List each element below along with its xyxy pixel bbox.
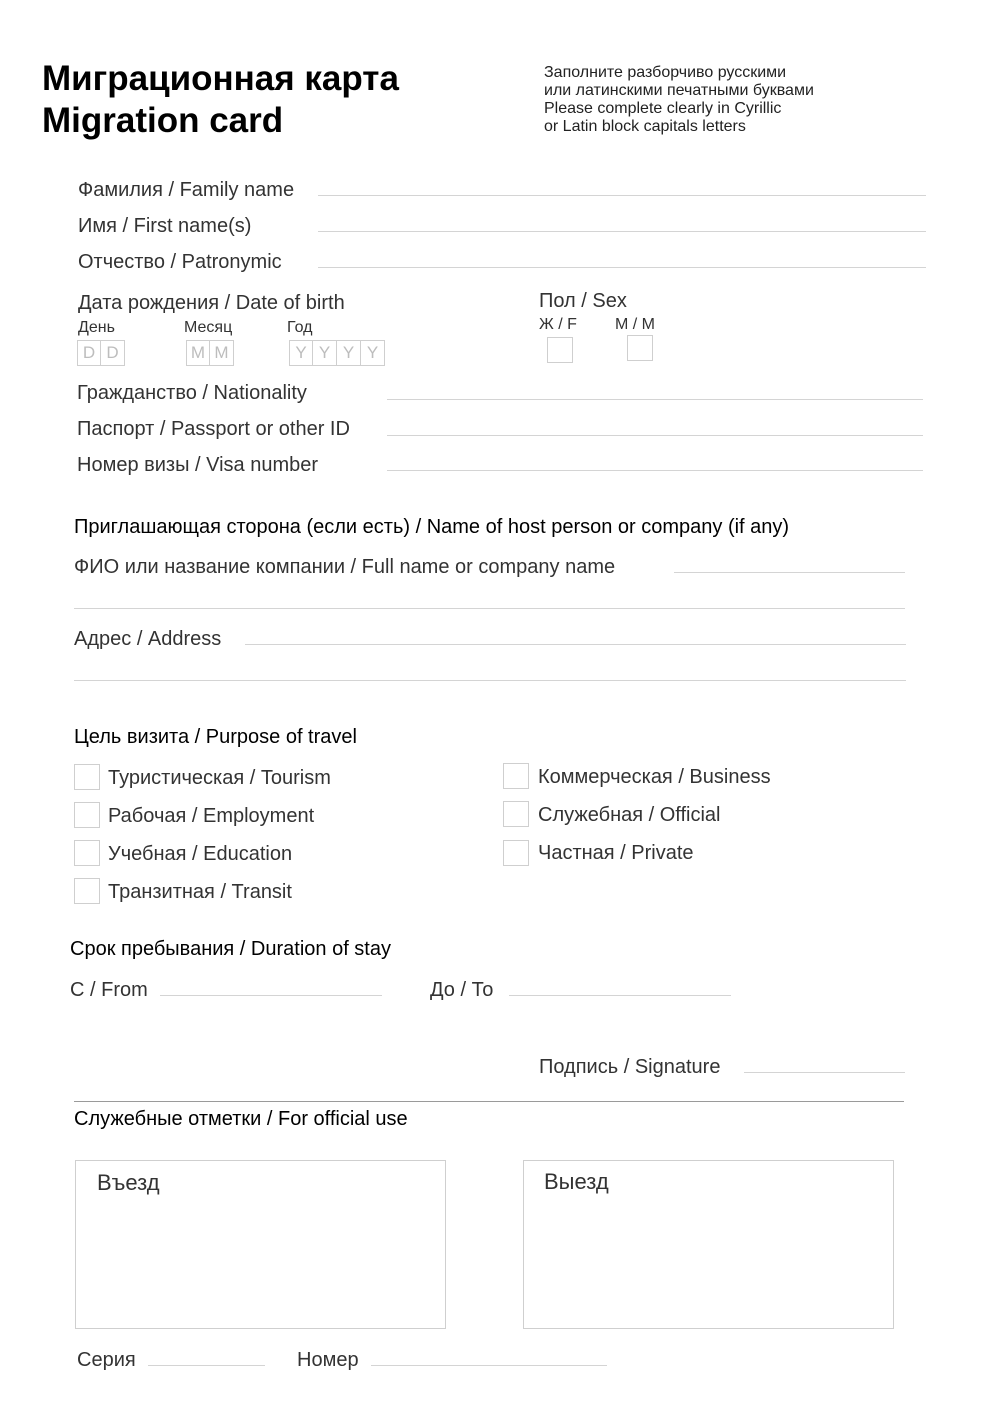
transit-checkbox[interactable] <box>74 878 100 904</box>
host-heading: Приглашающая сторона (если есть) / Name of host person or company (if any) <box>74 516 790 538</box>
stay-to-field[interactable] <box>509 995 731 996</box>
stay-to-label: До / То <box>430 979 494 1001</box>
signature-field[interactable] <box>744 1072 905 1073</box>
dob-year-cell[interactable]: Y <box>337 340 361 366</box>
visa-label: Номер визы / Visa number <box>77 454 319 476</box>
tourism-checkbox[interactable] <box>74 764 100 790</box>
instruction-line: or Latin block capitals letters <box>544 118 746 135</box>
first-name-label: Имя / First name(s) <box>78 215 252 237</box>
page-title-en: Migration card <box>42 101 284 140</box>
sex-label: Пол / Sex <box>539 290 627 312</box>
host-name-label: ФИО или название компании / Full name or company name <box>74 556 616 578</box>
dob-month-cell[interactable]: M <box>210 340 234 366</box>
entry-stamp-box <box>75 1160 446 1329</box>
sex-female-label: Ж / F <box>539 316 577 333</box>
signature-label: Подпись / Signature <box>539 1056 721 1078</box>
business-label: Коммерческая / Business <box>538 766 771 788</box>
dob-year-cell[interactable]: Y <box>289 340 313 366</box>
dob-month-label: Месяц <box>184 319 233 336</box>
family-name-label: Фамилия / Family name <box>78 179 295 201</box>
sex-female-checkbox[interactable] <box>547 337 573 363</box>
official-checkbox[interactable] <box>503 801 529 827</box>
employment-checkbox[interactable] <box>74 802 100 828</box>
employment-label: Рабочая / Employment <box>108 805 315 827</box>
official-label: Служебная / Official <box>538 804 721 826</box>
passport-label: Паспорт / Passport or other ID <box>77 418 350 440</box>
series-label: Серия <box>77 1349 136 1371</box>
dob-year-label: Год <box>287 319 313 336</box>
host-name-field-continued[interactable] <box>74 608 905 609</box>
first-name-field[interactable] <box>318 231 926 232</box>
business-checkbox[interactable] <box>503 763 529 789</box>
dob-month-cell[interactable]: M <box>186 340 210 366</box>
page-title-ru: Миграционная карта <box>42 59 399 98</box>
nationality-label: Гражданство / Nationality <box>77 382 307 404</box>
dob-day-cell[interactable]: D <box>101 340 125 366</box>
dob-year-cell[interactable]: Y <box>361 340 385 366</box>
instructions <box>544 64 814 136</box>
instruction-line: Please complete clearly in Cyrillic <box>544 100 782 117</box>
passport-field[interactable] <box>387 435 923 436</box>
dob-year-input[interactable] <box>289 340 385 366</box>
visa-field[interactable] <box>387 470 923 471</box>
dob-year-cell[interactable]: Y <box>313 340 337 366</box>
address-label: Адрес / Address <box>74 628 222 650</box>
number-field[interactable] <box>371 1365 607 1366</box>
address-field[interactable] <box>245 644 906 645</box>
transit-label: Транзитная / Transit <box>108 881 292 903</box>
patronymic-field[interactable] <box>318 267 926 268</box>
instruction-line: Заполните разборчиво русскими <box>544 64 787 81</box>
dob-day-cell[interactable]: D <box>77 340 101 366</box>
section-divider <box>74 1101 904 1102</box>
tourism-label: Туристическая / Tourism <box>108 767 331 789</box>
stay-heading: Срок пребывания / Duration of stay <box>70 938 391 960</box>
education-label: Учебная / Education <box>108 843 293 865</box>
series-field[interactable] <box>148 1365 265 1366</box>
instruction-line: или латинскими печатными буквами <box>544 82 814 99</box>
purpose-heading: Цель визита / Purpose of travel <box>74 726 357 748</box>
dob-day-input[interactable] <box>77 340 125 366</box>
stay-from-label: С / From <box>70 979 148 1001</box>
nationality-field[interactable] <box>387 399 923 400</box>
dob-day-label: День <box>78 319 115 336</box>
dob-month-input[interactable] <box>186 340 234 366</box>
dob-label: Дата рождения / Date of birth <box>78 292 345 314</box>
official-heading: Служебные отметки / For official use <box>74 1108 408 1130</box>
address-field-continued[interactable] <box>74 680 906 681</box>
exit-label: Выезд <box>544 1169 609 1194</box>
sex-male-checkbox[interactable] <box>627 335 653 361</box>
sex-male-label: М / M <box>615 316 655 333</box>
private-label: Частная / Private <box>538 842 694 864</box>
number-label: Номер <box>297 1349 359 1371</box>
education-checkbox[interactable] <box>74 840 100 866</box>
family-name-field[interactable] <box>318 195 926 196</box>
private-checkbox[interactable] <box>503 840 529 866</box>
host-name-field[interactable] <box>674 572 905 573</box>
exit-stamp-box <box>523 1160 894 1329</box>
patronymic-label: Отчество / Patronymic <box>78 251 282 273</box>
stay-from-field[interactable] <box>160 995 382 996</box>
entry-label: Въезд <box>97 1170 160 1195</box>
